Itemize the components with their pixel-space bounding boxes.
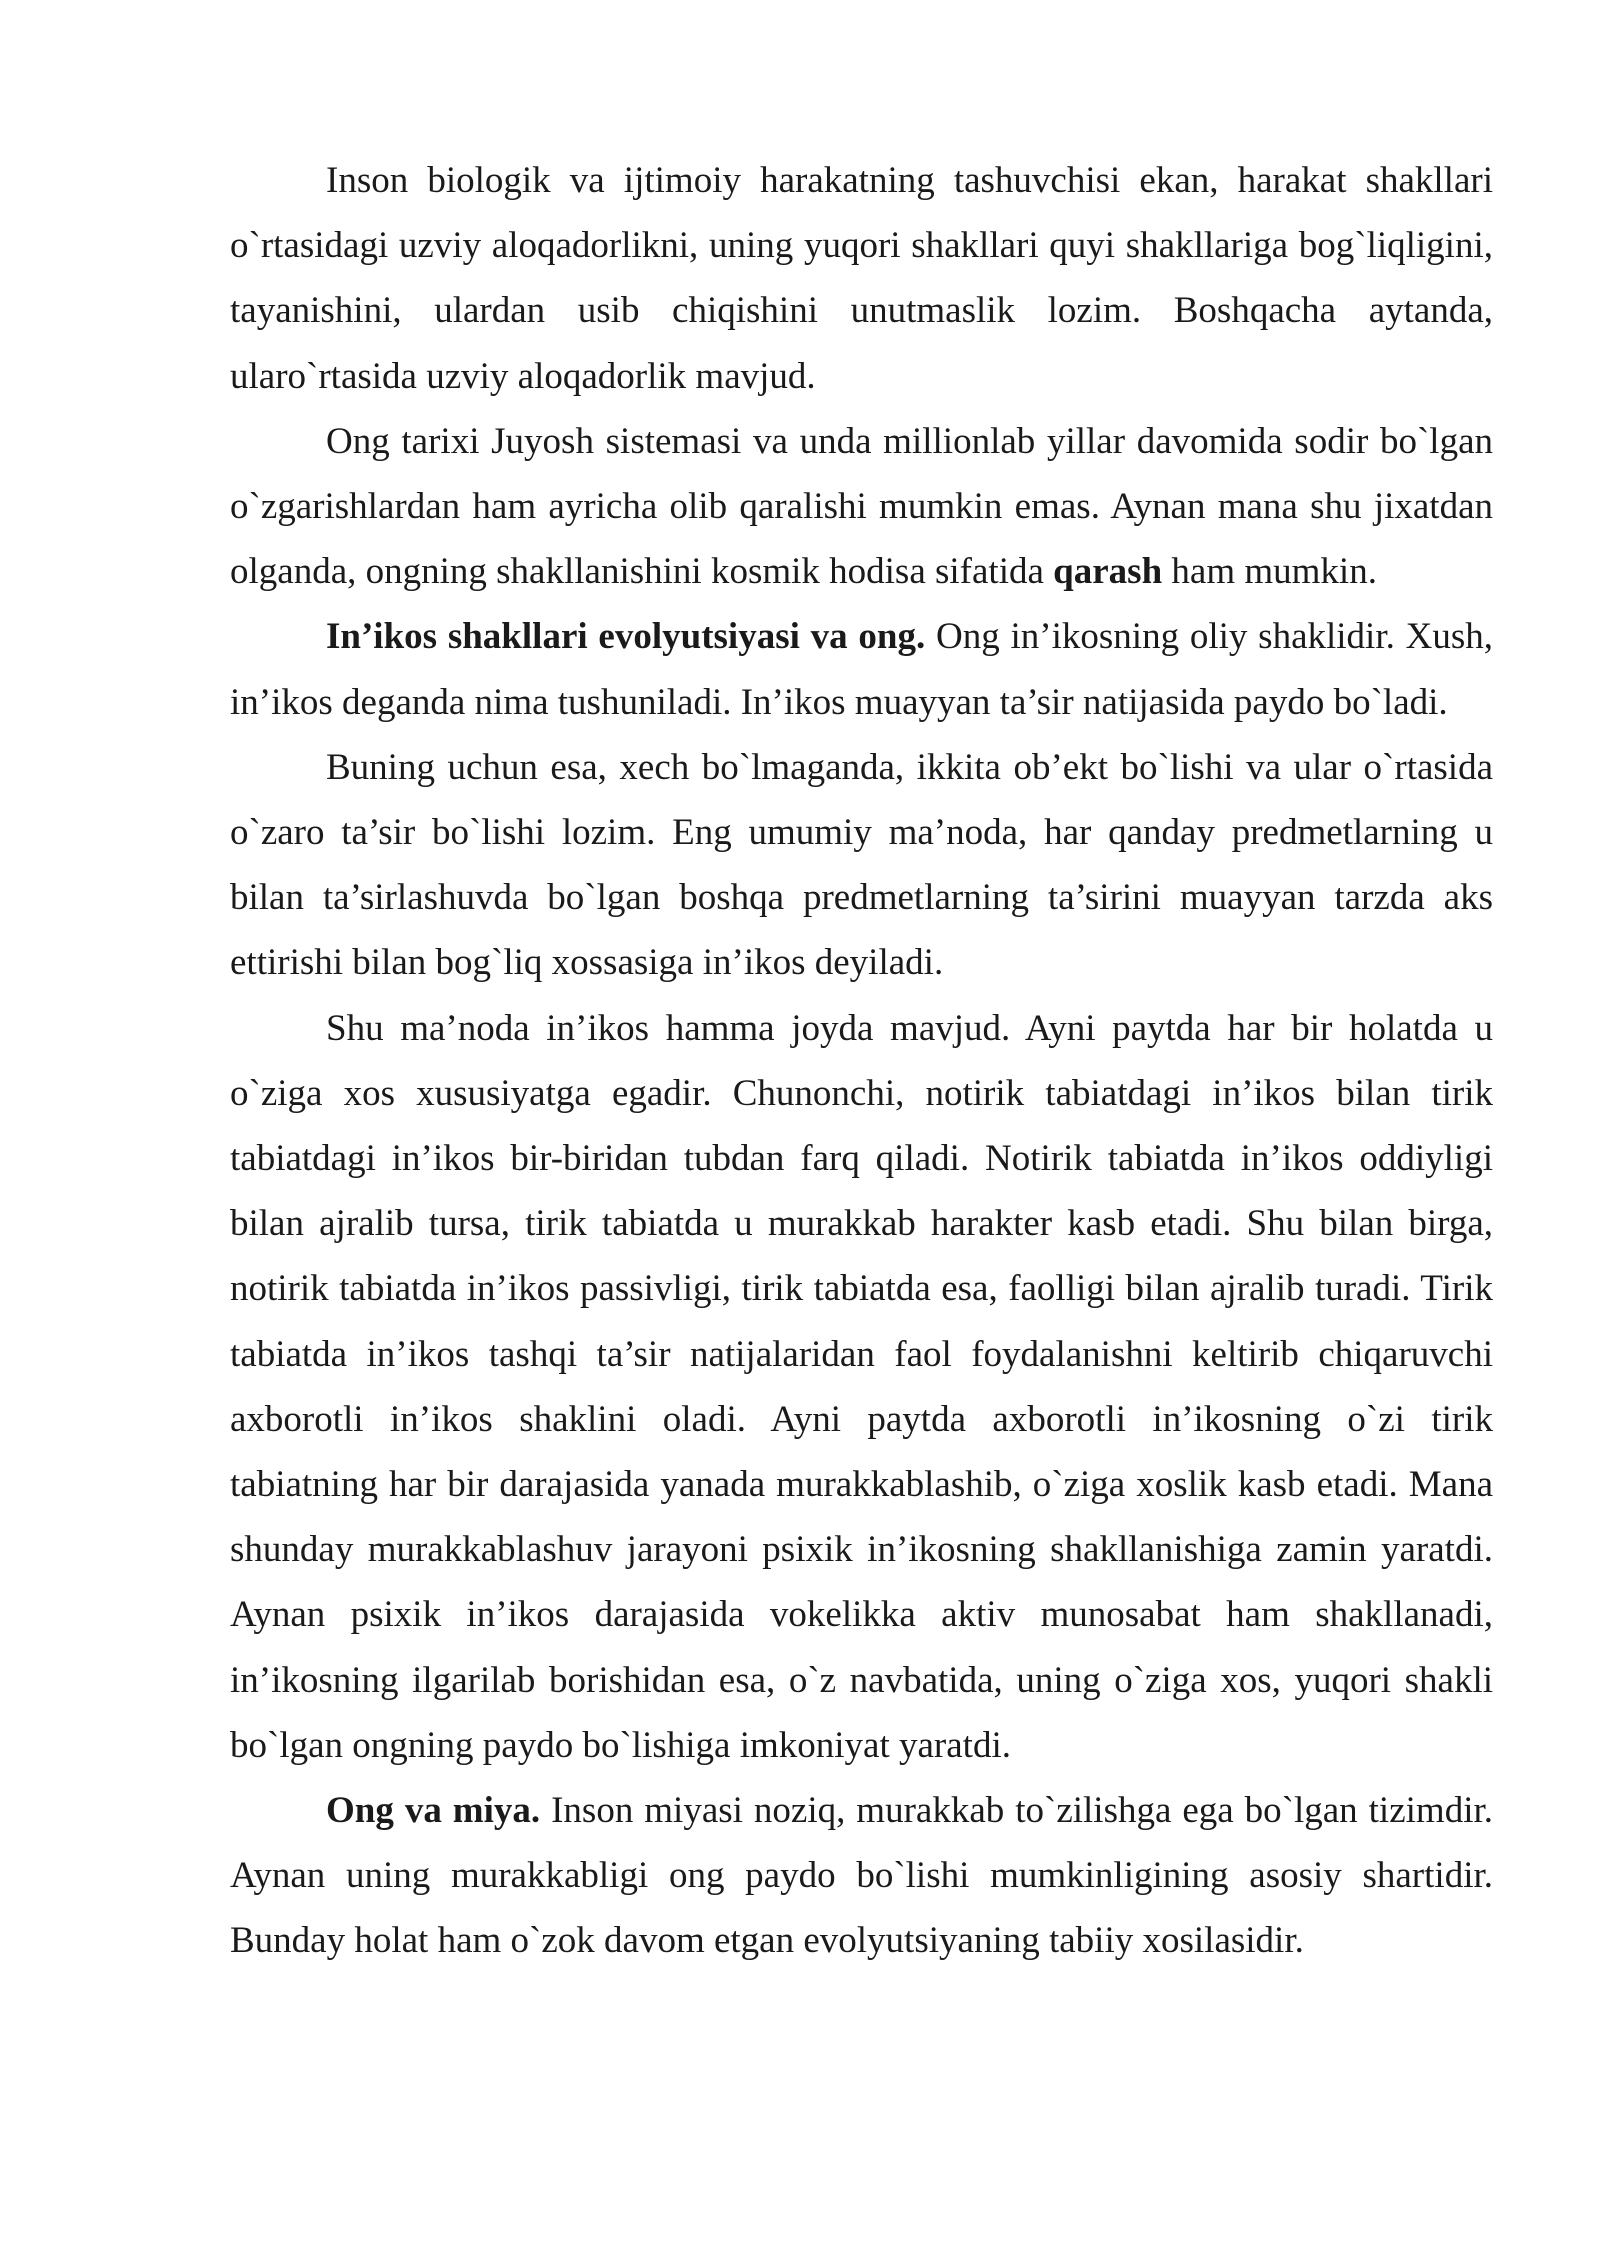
paragraph-2	[230, 409, 1493, 605]
paragraph-3-text: Ong in’ikosning oliy shaklidir. Xush, in’ikos deganda nima tushuniladi. In’ikos muayyan ta’sir natijasida paydo bo`ladi.	[230, 616, 1494, 723]
paragraph-2-tail: ham mumkin.	[1162, 551, 1377, 593]
section-heading-inikos: In’ikos shakllari evolyutsiyasi va ong.	[326, 616, 926, 658]
paragraph-6-text: Inson miyasi noziq, murakkab to`zilishga ega bo`lgan tizimdir. Aynan uning murakkabligi ong paydo bo`lishi mumkinligining asosiy shartidir. Bunday holat ham o`zok davom etgan evolyutsiyaning tabiiy xosilasidir.	[230, 1790, 1493, 1962]
paragraph-5-text: Shu ma’noda in’ikos hamma joyda mavjud. Ayni paytda har bir holatda u o`ziga xos xususiyatga egadir. Chunonchi, notirik tabiatdagi in’ikos bilan tirik tabiatdagi in’ikos bir-biridan tubdan farq qiladi. Notirik tabiatda in’ikos oddiyligi bilan ajralib tursa, tirik tabiatda u murakkab harakter kasb etadi. Shu bilan birga, notirik tabiatda in’ikos passivligi, tirik tabiatda esa, faolligi bilan ajralib turadi. Tirik tabiatda in’ikos tashqi ta’sir natijalaridan faol foydalanishni keltirib chiqaruvchi axborotli in’ikos shaklini oladi. Ayni paytda axborotli in’ikosning o`zi tirik tabiatning har bir darajasida yanada murakkablashib, o`ziga xoslik kasb etadi. Mana shunday murakkablashuv jarayoni psixik in’ikosning shakllanishiga zamin yaratdi. Aynan psixik in’ikos darajasida vokelikka aktiv munosabat ham shakllanadi, in’ikosning ilgarilab borishidan esa, o`z navbatida, uning o`ziga xos, yuqori shakli bo`lgan ongning paydo bo`lishiga imkoniyat yaratdi.	[230, 1007, 1493, 1766]
paragraph-3	[230, 604, 1493, 734]
section-heading-ong-va-miya: Ong va miya.	[326, 1790, 541, 1832]
paragraph-2-bold-word: qarash	[1053, 551, 1163, 593]
paragraph-4-text: Buning uchun esa, xech bo`lmaganda, ikkita ob’ekt bo`lishi va ular o`rtasida o`zaro ta’sir bo`lishi lozim. Eng umumiy ma’noda, har qanday predmetlarning u bilan ta’sirlashuvda bo`lgan boshqa predmetlarning ta’sirini muayyan tarzda aks ettirishi bilan bog`liq xossasiga in’ikos deyiladi.	[230, 746, 1493, 984]
paragraph-4	[230, 735, 1493, 996]
document-page	[230, 148, 1493, 1974]
paragraph-2-text: Ong tarixi Juyosh sistemasi va unda millionlab yillar davomida sodir bo`lgan o`zgarishlardan ham ayricha olib qaralishi mumkin emas. Aynan mana shu jixatdan olganda, ongning shakllanishini kosmik hodisa sifatida	[230, 420, 1493, 593]
paragraph-6	[230, 1778, 1493, 1974]
paragraph-1	[230, 148, 1493, 409]
paragraph-5	[230, 996, 1493, 1778]
paragraph-1-text: Inson biologik va ijtimoiy harakatning tashuvchisi ekan, harakat shakllari o`rtasidagi uzviy aloqadorlikni, uning yuqori shakllari quyi shakllariga bog`liqligini, tayanishini, ulardan usib chiqishini unutmaslik lozim. Boshqacha aytanda, ularo`rtasida uzviy aloqadorlik mavjud.	[230, 160, 1493, 397]
